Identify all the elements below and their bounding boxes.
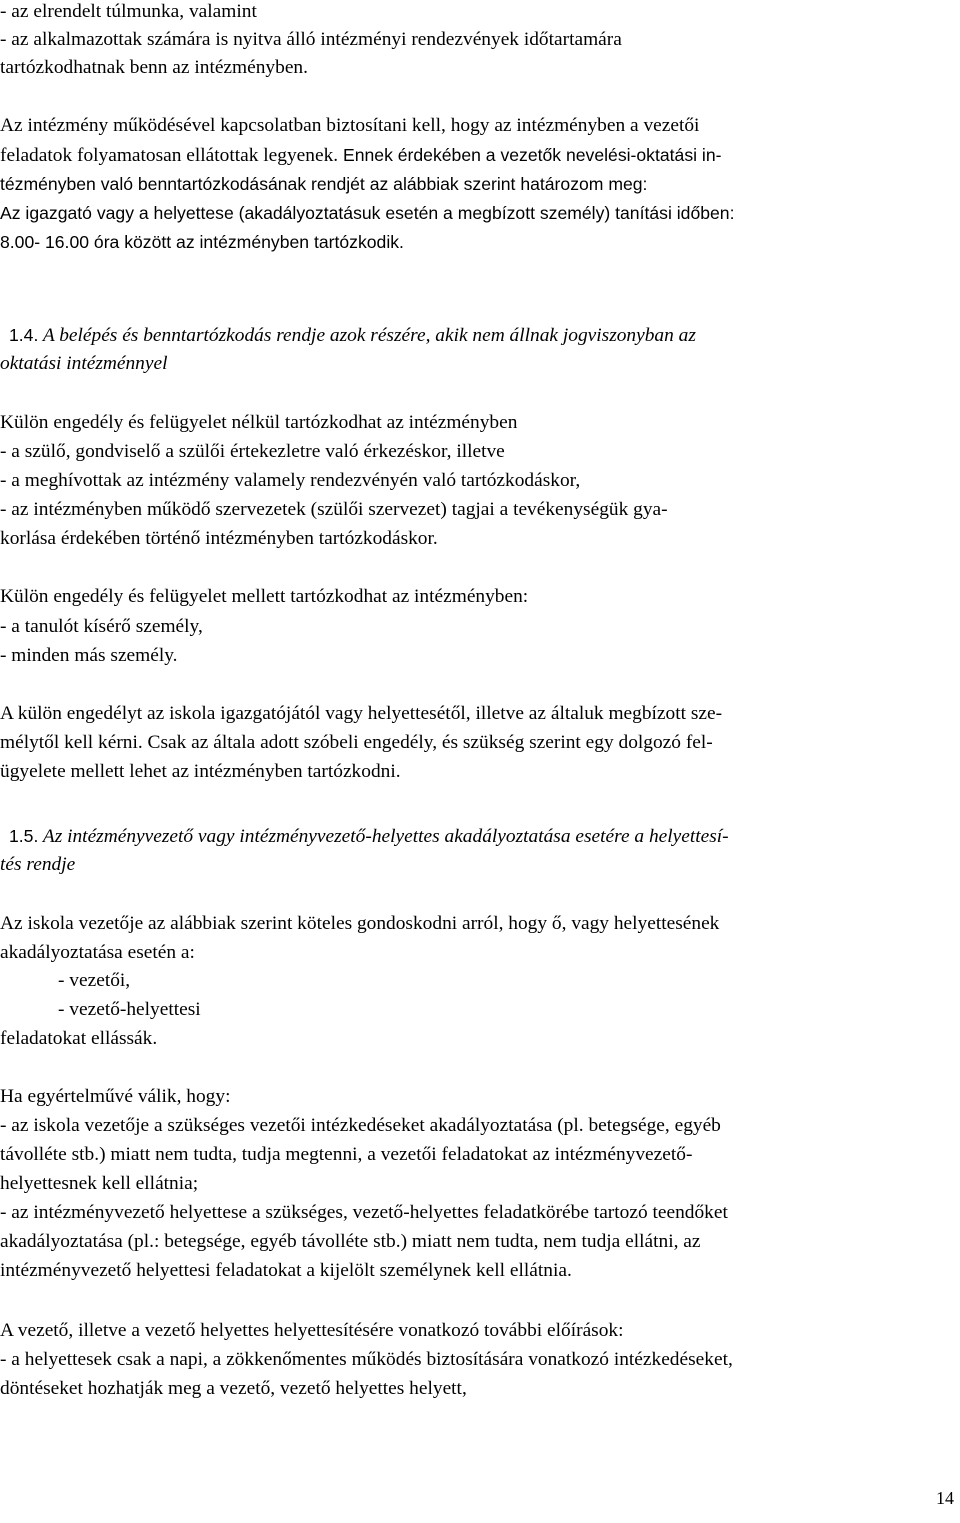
section-title: Az intézményvezető vagy intézményvezető-helyettes akadályoztatása esetére a helyettesí- (42, 826, 729, 847)
paragraph-line: Az intézmény működésével kapcsolatban biztosítani kell, hogy az intézményben a vezetői (0, 115, 700, 136)
list-item: - a tanulót kísérő személy, (0, 616, 203, 637)
section-heading: oktatási intézménnyel (0, 353, 168, 374)
paragraph-line: tartózkodhatnak benn az intézményben. (0, 57, 308, 78)
paragraph-line: akadályoztatása esetén a: (0, 942, 195, 963)
list-item: - a meghívottak az intézmény valamely rendezvényén való tartózkodáskor, (0, 470, 581, 491)
paragraph-line: távolléte stb.) miatt nem tudta, tudja megtenni, a vezetői feladatokat az intézményvezető- (0, 1144, 693, 1165)
paragraph-line: feladatokat ellássák. (0, 1028, 158, 1049)
paragraph-line: döntéseket hozhatják meg a vezető, vezető helyettes helyett, (0, 1378, 467, 1399)
paragraph-line: - az alkalmazottak számára is nyitva álló intézményi rendezvények időtartamára (0, 29, 622, 50)
paragraph-line: tézményben való benntartózkodásának rendjét az alábbiak szerint határozom meg: (0, 174, 648, 194)
paragraph-text: Ennek érdekében a vezetők nevelési-oktatási in- (342, 145, 722, 165)
paragraph-line: Külön engedély és felügyelet nélkül tartózkodhat az intézményben (0, 412, 518, 433)
paragraph-line: mélytől kell kérni. Csak az általa adott szóbeli engedély, és szükség szerint egy dolgozó fel- (0, 732, 713, 753)
list-item: - vezető-helyettesi (58, 999, 201, 1020)
paragraph-line: Az iskola vezetője az alábbiak szerint köteles gondoskodni arról, hogy ő, vagy helyettesének (0, 913, 720, 934)
paragraph-line: Ha egyértelművé válik, hogy: (0, 1086, 231, 1107)
paragraph-text: feladatok folyamatosan ellátottak legyenek. (0, 145, 339, 166)
paragraph-line: intézményvezető helyettesi feladatokat a kijelölt személynek kell ellátnia. (0, 1260, 572, 1281)
paragraph-text: - az intézményben működő szervezetek (szülői szervezet) tagjai a tevékenységük gya- (0, 499, 668, 520)
list-item: - minden más személy. (0, 645, 178, 666)
paragraph-line: A vezető, illetve a vezető helyettes helyettesítésére vonatkozó további előírások: (0, 1320, 624, 1341)
paragraph-line (0, 142, 721, 169)
paragraph-line: Külön engedély és felügyelet mellett tartózkodhat az intézményben: (0, 586, 529, 607)
list-item: - az intézményvezető helyettese a szükséges, vezető-helyettes feladatkörébe tartozó teendőket (0, 1202, 728, 1223)
section-heading (9, 823, 729, 850)
paragraph-line: akadályoztatása (pl.: betegsége, egyéb távolléte stb.) miatt nem tudta, nem tudja ellátni, az (0, 1231, 701, 1252)
section-title: A belépés és benntartózkodás rendje azok részére, akik nem állnak jogviszonyban az (42, 325, 696, 346)
paragraph-line: 8.00- 16.00 óra között az intézményben tartózkodik. (0, 232, 404, 252)
page-number: 14 (936, 1488, 954, 1508)
paragraph-line: helyettesnek kell ellátnia; (0, 1173, 199, 1194)
section-heading: tés rendje (0, 854, 76, 875)
list-item: - a helyettesek csak a napi, a zökkenőmentes működés biztosítására vonatkozó intézkedéseket, (0, 1349, 733, 1370)
section-heading (9, 322, 696, 349)
paragraph-line: Az igazgató vagy a helyettese (akadályoztatásuk esetén a megbízott személy) tanítási időben: (0, 203, 735, 223)
list-item (0, 497, 954, 523)
paragraph-line: - az elrendelt túlmunka, valamint (0, 1, 257, 22)
section-number: 1.5. (9, 826, 39, 846)
list-item: - vezetői, (58, 970, 131, 991)
list-item: - a szülő, gondviselő a szülői értekezletre való érkezéskor, illetve (0, 441, 505, 462)
paragraph-line: A külön engedélyt az iskola igazgatójától vagy helyettesétől, illetve az általuk megbízott sze- (0, 703, 723, 724)
list-item: korlása érdekében történő intézményben tartózkodáskor. (0, 528, 438, 549)
paragraph-line: ügyelete mellett lehet az intézményben tartózkodni. (0, 761, 401, 782)
section-number: 1.4. (9, 325, 39, 345)
list-item: - az iskola vezetője a szükséges vezetői intézkedéseket akadályoztatása (pl. betegsége, egyéb (0, 1115, 721, 1136)
